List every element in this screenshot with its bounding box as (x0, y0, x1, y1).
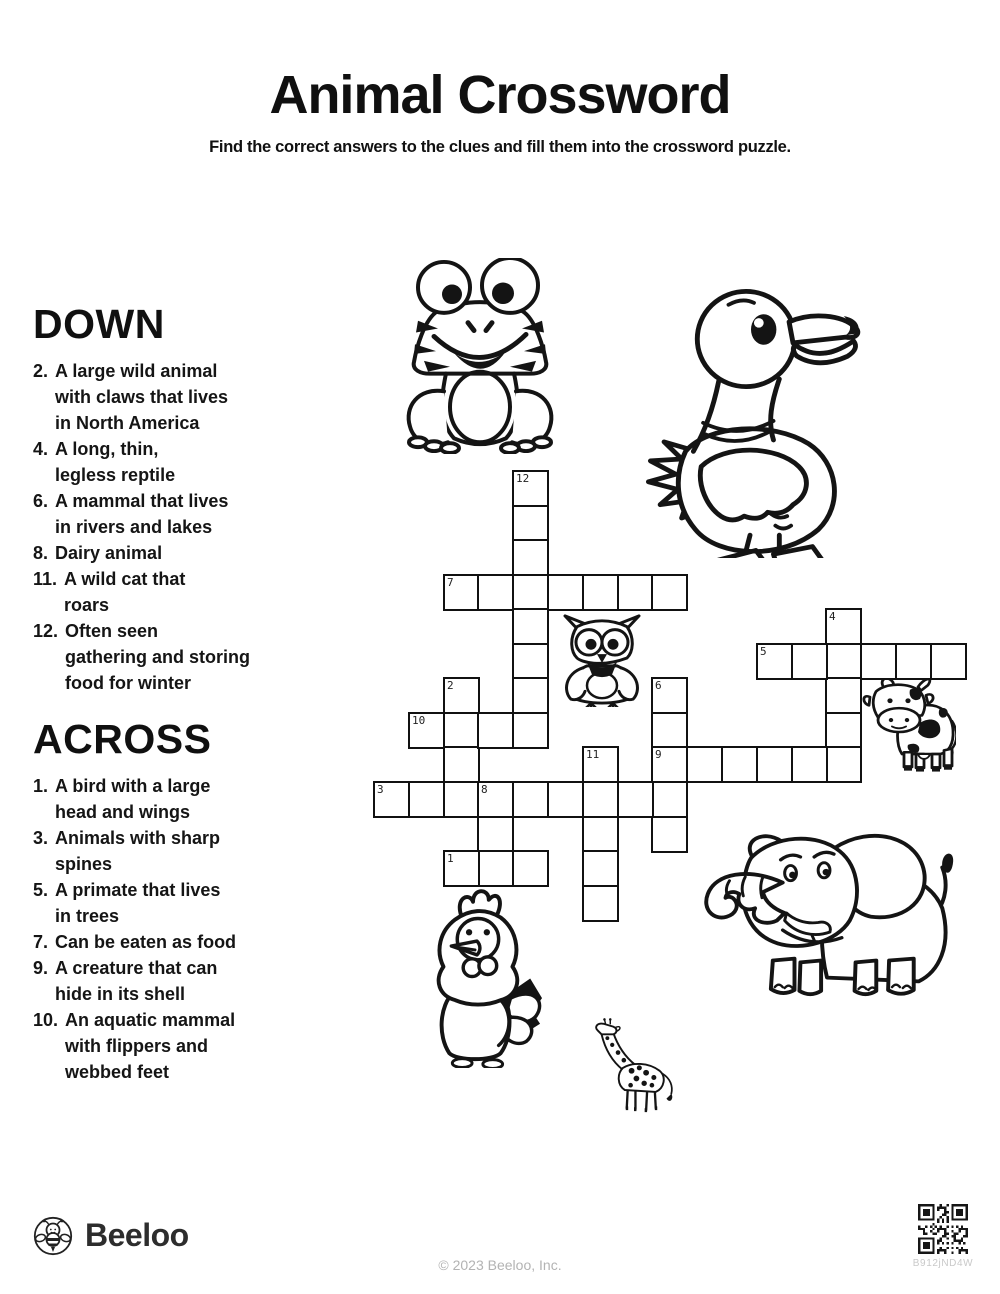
crossword-cell (582, 781, 619, 818)
crossword-cell (825, 677, 862, 714)
crossword-cell (791, 746, 828, 783)
cell-number: 3 (377, 783, 384, 796)
clue-text: A bird with a large head and wings (55, 776, 211, 823)
crossword-cell (582, 574, 619, 611)
crossword-cell (651, 816, 688, 853)
crossword-cell (582, 885, 619, 922)
crossword-cell (930, 643, 967, 680)
crossword-cell-10 (408, 712, 445, 749)
clue-number: 11. (33, 569, 58, 590)
crossword-cell (477, 850, 514, 887)
copyright-text: © 2023 Beeloo, Inc. (438, 1257, 562, 1273)
crossword-cell-11 (582, 746, 619, 783)
cell-number: 10 (412, 714, 426, 727)
crossword-cell (547, 574, 584, 611)
clue-text: A primate that lives in trees (55, 880, 221, 927)
cell-number: 7 (447, 576, 454, 589)
cell-number: 1 (447, 852, 454, 865)
clue-text: A creature that can hide in its shell (55, 958, 218, 1005)
crossword-cell-3 (373, 781, 410, 818)
crossword-cell-8 (477, 781, 514, 818)
across-heading: ACROSS (33, 716, 212, 762)
crossword-cell (617, 574, 654, 611)
crossword-cell (721, 746, 758, 783)
crossword-cell (477, 816, 514, 853)
cell-number: 2 (447, 679, 454, 692)
crossword-cell (582, 850, 619, 887)
clue-text: A long, thin, legless reptile (55, 439, 176, 486)
crossword-cell-5 (756, 643, 793, 680)
clue-text: Often seen gathering and storing food for winter (65, 621, 251, 694)
crossword-cell (895, 643, 932, 680)
crossword-cell (825, 712, 862, 749)
crossword-cell (756, 746, 793, 783)
clue-number: 2. (33, 361, 49, 382)
crossword-cell (512, 712, 549, 749)
cell-number: 11 (586, 748, 600, 761)
clue-number: 7. (33, 932, 49, 953)
cell-number: 6 (655, 679, 662, 692)
crossword-cell (512, 850, 549, 887)
crossword-cell (860, 643, 897, 680)
down-heading: DOWN (33, 301, 165, 347)
qr-code-label: B912jND4W (912, 1258, 974, 1269)
crossword-cell (547, 781, 584, 818)
clue-text: An aquatic mammal with flippers and webbed feet (65, 1010, 236, 1083)
clue-text: A mammal that lives in rivers and lakes (55, 491, 229, 538)
crossword-cell-1 (443, 850, 480, 887)
page-title: Animal Crossword (269, 65, 731, 125)
crossword-cell (512, 643, 549, 680)
clue-number: 1. (33, 776, 49, 797)
crossword-cell-7 (443, 574, 480, 611)
cell-number: 8 (481, 783, 488, 796)
crossword-cell (512, 677, 549, 714)
crossword-cell (582, 816, 619, 853)
crossword-cell-12 (512, 470, 549, 507)
crossword-cell (512, 781, 549, 818)
crossword-cell (686, 746, 723, 783)
crossword-cell (443, 712, 480, 749)
clue-number: 9. (33, 958, 49, 979)
crossword-cell (651, 574, 688, 611)
clue-number: 5. (33, 880, 49, 901)
cell-number: 5 (760, 645, 767, 658)
cell-number: 9 (655, 748, 662, 761)
crossword-cell-6 (651, 677, 688, 714)
crossword-cell (512, 608, 549, 645)
crossword-cell (512, 539, 549, 576)
beeloo-wordmark: Beeloo (85, 1217, 189, 1253)
crossword-cell (825, 746, 862, 783)
clue-text: Animals with sharp spines (55, 828, 221, 875)
page-subtitle: Find the correct answers to the clues and fill them into the crossword puzzle. (209, 138, 791, 156)
clue-number: 6. (33, 491, 49, 512)
clue-number: 10. (33, 1010, 59, 1031)
crossword-cell (791, 643, 828, 680)
crossword-cell (512, 574, 549, 611)
clue-number: 12. (33, 621, 59, 642)
crossword-cell-9 (651, 746, 688, 783)
crossword-cell (477, 574, 514, 611)
clue-text: A wild cat that roars (64, 569, 186, 616)
crossword-cell (512, 505, 549, 542)
crossword-cell-4 (825, 608, 862, 645)
crossword-cell (651, 781, 688, 818)
clue-text: Can be eaten as food (55, 932, 237, 953)
crossword-cell-2 (443, 677, 480, 714)
cell-number: 4 (829, 610, 836, 623)
crossword-cell (443, 781, 480, 818)
crossword-cell (825, 643, 862, 680)
clue-number: 3. (33, 828, 49, 849)
crossword-cell (408, 781, 445, 818)
crossword-cell (651, 712, 688, 749)
clue-number: 4. (33, 439, 49, 460)
clue-number: 8. (33, 543, 49, 564)
clue-text: Dairy animal (55, 543, 163, 564)
crossword-cell (443, 746, 480, 783)
cell-number: 12 (516, 472, 530, 485)
crossword-cell (617, 781, 654, 818)
crossword-cell (477, 712, 514, 749)
clue-text: A large wild animal with claws that lives in North America (55, 361, 229, 434)
